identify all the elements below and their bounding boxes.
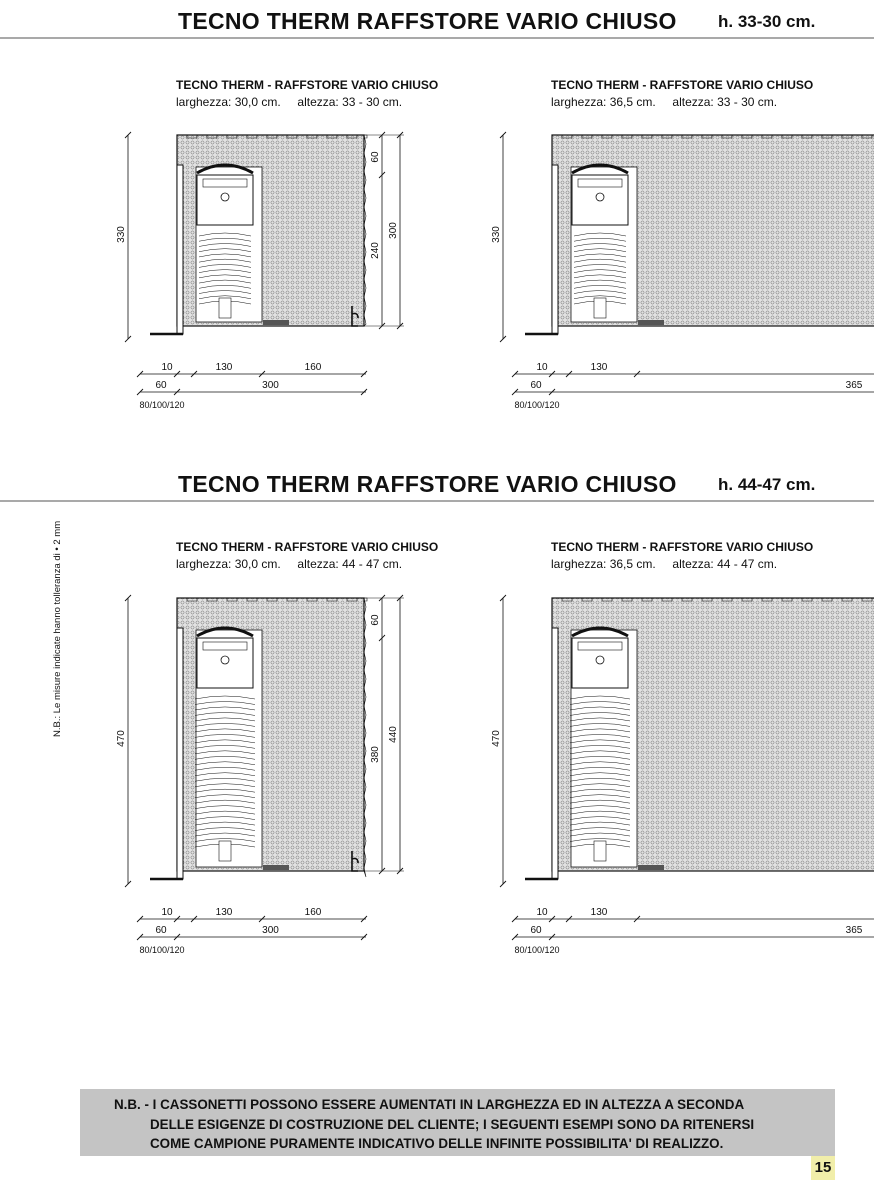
motor-housing xyxy=(197,175,253,225)
width-text: larghezza: 30,0 cm. xyxy=(176,95,281,109)
dim-b: 130 xyxy=(590,362,608,373)
front-panel xyxy=(177,165,183,334)
dim-top-height: 60 xyxy=(370,151,381,163)
dim-b: 130 xyxy=(590,907,608,918)
dim-a: 10 xyxy=(536,907,548,918)
section-title: TECNO THERM RAFFSTORE VARIO CHIUSO xyxy=(178,8,677,34)
width-text: larghezza: 36,5 cm. xyxy=(551,95,656,109)
dim-overall-height: 300 xyxy=(388,222,399,239)
drawing-title: TECNO THERM - RAFFSTORE VARIO CHIUSO xyxy=(176,540,439,554)
drawing-title: TECNO THERM - RAFFSTORE VARIO CHIUSO xyxy=(551,540,814,554)
dim-e: 300 xyxy=(262,380,279,391)
width-text: larghezza: 30,0 cm. xyxy=(176,557,281,571)
dim-d: 60 xyxy=(530,380,542,391)
drawing-title: TECNO THERM - RAFFSTORE VARIO CHIUSO xyxy=(176,78,439,92)
dim-a: 10 xyxy=(536,362,548,373)
height-text: altezza: 33 - 30 cm. xyxy=(672,95,778,109)
height-text: altezza: 44 - 47 cm. xyxy=(672,557,778,571)
seal-strip xyxy=(263,320,289,325)
motor-housing xyxy=(197,638,253,688)
motor-housing xyxy=(572,175,628,225)
note-line: N.B. - I CASSONETTI POSSONO ESSERE AUMENTATI IN LARGHEZZA ED IN ALTEZZA A SECONDA xyxy=(114,1097,745,1112)
height-text: altezza: 44 - 47 cm. xyxy=(297,557,403,571)
height-text: altezza: 33 - 30 cm. xyxy=(297,95,403,109)
dim-top-height: 60 xyxy=(370,614,381,626)
dim-d: 60 xyxy=(155,380,167,391)
width-text: larghezza: 36,5 cm. xyxy=(551,557,656,571)
tolerance-side-note: N.B.: Le misure indicate hanno tolleranza di • 2 mm xyxy=(52,520,63,737)
dim-b: 130 xyxy=(215,362,233,373)
dim-f: 80/100/120 xyxy=(139,945,185,955)
seal-strip xyxy=(638,865,664,870)
dim-d: 60 xyxy=(155,925,167,936)
front-panel xyxy=(552,628,558,879)
drawing-title: TECNO THERM - RAFFSTORE VARIO CHIUSO xyxy=(551,78,814,92)
dim-e: 300 xyxy=(262,925,279,936)
bottom-bar xyxy=(219,841,231,861)
dim-b: 130 xyxy=(215,907,233,918)
section-height-label: h. 44-47 cm. xyxy=(718,475,816,494)
bottom-bar xyxy=(594,298,606,318)
dim-inner-height: 380 xyxy=(370,746,381,763)
section-title: TECNO THERM RAFFSTORE VARIO CHIUSO xyxy=(178,471,677,497)
dim-a: 10 xyxy=(161,907,173,918)
dim-total-height: 470 xyxy=(116,730,127,747)
dim-f: 80/100/120 xyxy=(514,945,560,955)
note-box xyxy=(80,1089,835,1156)
dim-d: 60 xyxy=(530,925,542,936)
note-line: COME CAMPIONE PURAMENTE INDICATIVO DELLE INFINITE POSSIBILITA' DI REALIZZO. xyxy=(150,1136,724,1151)
dim-total-height: 330 xyxy=(491,226,502,243)
note-line: DELLE ESIGENZE DI COSTRUZIONE DEL CLIENTE; I SEGUENTI ESEMPI SONO DA RITENERSI xyxy=(150,1117,755,1132)
dim-c: 160 xyxy=(304,907,322,918)
dim-a: 10 xyxy=(161,362,173,373)
seal-strip xyxy=(638,320,664,325)
motor-housing xyxy=(572,638,628,688)
seal-strip xyxy=(263,865,289,870)
dim-total-height: 330 xyxy=(116,226,127,243)
dim-e: 365 xyxy=(845,380,863,391)
dim-c: 160 xyxy=(304,362,322,373)
dim-f: 80/100/120 xyxy=(139,400,185,410)
section-height-label: h. 33-30 cm. xyxy=(718,12,816,31)
page-number: 15 xyxy=(811,1156,835,1180)
bottom-bar xyxy=(219,298,231,318)
dim-inner-height: 240 xyxy=(370,242,381,259)
front-panel xyxy=(177,628,183,879)
dim-f: 80/100/120 xyxy=(514,400,560,410)
dim-overall-height: 440 xyxy=(388,726,399,743)
bottom-bar xyxy=(594,841,606,861)
front-panel xyxy=(552,165,558,334)
dim-e: 365 xyxy=(845,925,863,936)
dim-total-height: 470 xyxy=(491,730,502,747)
